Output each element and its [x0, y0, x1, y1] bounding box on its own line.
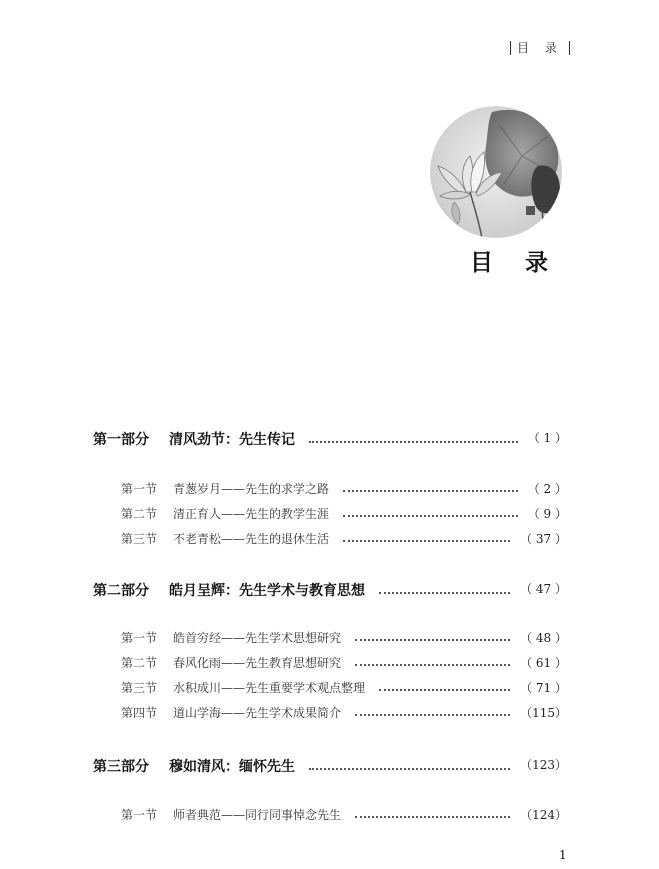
- toc-entry-page: （ 2 ）: [527, 482, 567, 496]
- dot-leader: [355, 664, 510, 666]
- toc-entry-number: 第一部分: [93, 432, 149, 448]
- toc-entry-page: （115）: [520, 706, 567, 720]
- toc-entry-title: 春风化雨——先生教育思想研究: [173, 656, 342, 670]
- toc-entry-label: [121, 629, 341, 646]
- dot-leader: [379, 689, 510, 691]
- toc-entry-number: 第三节: [121, 532, 158, 546]
- dot-leader: [343, 490, 518, 492]
- running-head: 目 录: [510, 41, 570, 55]
- toc-entry-label: [121, 530, 329, 547]
- toc-entry-number: 第一节: [121, 808, 158, 822]
- toc-entry-title: 穆如清风：缅怀先生: [169, 759, 295, 775]
- toc-entry-page: （ 37 ）: [520, 532, 567, 546]
- toc-entry-title: 清风劲节：先生传记: [169, 432, 295, 448]
- dot-leader: [355, 816, 510, 818]
- toc-entry-label: [121, 679, 365, 696]
- toc-entry-page: （123）: [520, 758, 567, 772]
- toc-section-entry[interactable]: [0, 629, 659, 649]
- page-title: 目 录: [470, 250, 561, 276]
- toc-entry-title: 皓月呈辉：先生学术与教育思想: [169, 583, 365, 599]
- seal-stamp: [526, 206, 535, 215]
- dot-leader: [309, 441, 518, 443]
- dot-leader: [379, 592, 510, 594]
- toc-entry-number: 第三节: [121, 681, 158, 695]
- toc-entry-page: （124）: [520, 808, 567, 822]
- toc-section-entry[interactable]: [0, 679, 659, 699]
- toc-entry-label: [121, 480, 329, 497]
- dot-leader: [355, 714, 510, 716]
- toc-part-entry[interactable]: [0, 756, 659, 776]
- toc-entry-number: 第四节: [121, 706, 158, 720]
- toc-entry-title: 不老青松——先生的退休生活: [173, 532, 330, 546]
- toc-entry-page: （ 48 ）: [520, 631, 567, 645]
- toc-section-entry[interactable]: [0, 806, 659, 826]
- lotus-emblem: [430, 106, 562, 238]
- toc-entry-page: （ 47 ）: [520, 582, 567, 596]
- toc-entry-number: 第一节: [121, 631, 158, 645]
- toc-entry-title: 清正育人——先生的教学生涯: [173, 507, 330, 521]
- dot-leader: [343, 540, 510, 542]
- toc-entry-page: （ 71 ）: [520, 681, 567, 695]
- toc-section-entry[interactable]: [0, 704, 659, 724]
- toc-entry-page: （ 1 ）: [527, 431, 567, 445]
- toc-entry-label: [121, 505, 329, 522]
- lotus-seal-icon: [430, 106, 562, 238]
- toc-entry-number: 第二节: [121, 507, 158, 521]
- toc-entry-label: [93, 580, 365, 600]
- toc-part-entry[interactable]: [0, 429, 659, 449]
- toc-entry-number: 第二节: [121, 656, 158, 670]
- toc-part-entry[interactable]: [0, 580, 659, 600]
- toc-section-entry[interactable]: [0, 505, 659, 525]
- toc-entry-page: （ 9 ）: [527, 507, 567, 521]
- toc-section-entry[interactable]: [0, 530, 659, 550]
- toc-entry-title: 师者典范——同行同事悼念先生: [173, 808, 342, 822]
- page-number: 1: [559, 848, 567, 862]
- toc-entry-title: 水积成川——先生重要学术观点整理: [173, 681, 366, 695]
- toc-entry-label: [121, 704, 341, 721]
- toc-entry-label: [93, 756, 295, 776]
- toc-section-entry[interactable]: [0, 654, 659, 674]
- dot-leader: [355, 639, 510, 641]
- dot-leader: [343, 515, 518, 517]
- toc-entry-title: 皓首穷经——先生学术思想研究: [173, 631, 342, 645]
- toc-entry-page: （ 61 ）: [520, 656, 567, 670]
- toc-section-entry[interactable]: [0, 480, 659, 500]
- toc-entry-number: 第一节: [121, 482, 158, 496]
- toc-entry-label: [93, 429, 295, 449]
- dot-leader: [309, 768, 510, 770]
- toc-entry-title: 道山学海——先生学术成果简介: [173, 706, 342, 720]
- toc-entry-label: [121, 654, 341, 671]
- toc-entry-title: 青葱岁月——先生的求学之路: [173, 482, 330, 496]
- toc-entry-label: [121, 806, 341, 823]
- toc-entry-number: 第二部分: [93, 583, 149, 599]
- toc-entry-number: 第三部分: [93, 759, 149, 775]
